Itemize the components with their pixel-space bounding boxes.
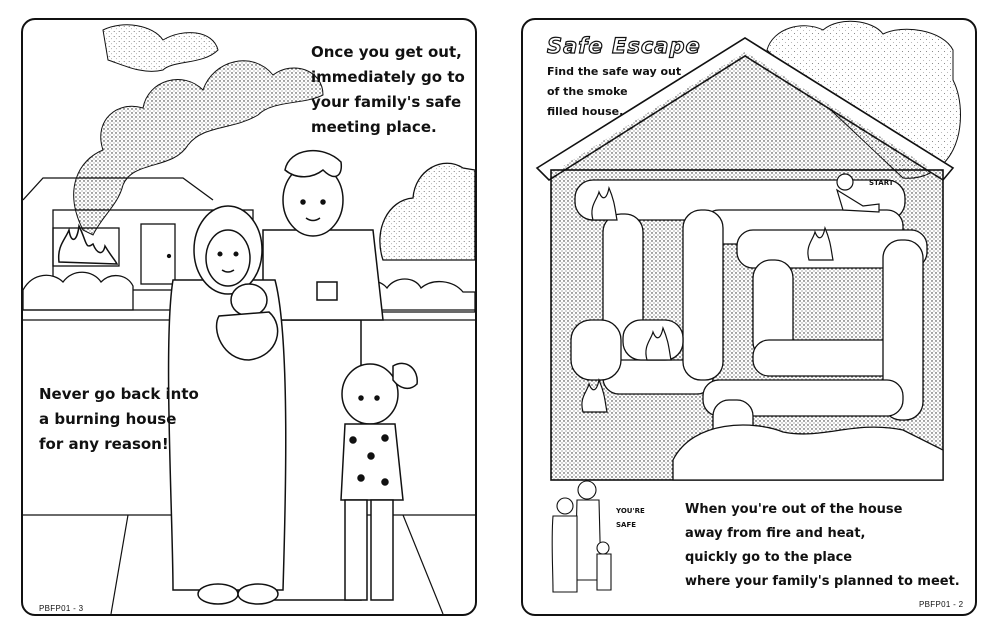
instruction-line-2: of the smoke [547, 85, 628, 98]
girl-figure [341, 363, 417, 600]
left-coloring-page [21, 18, 477, 616]
safe-place-line-1: Once you get out, [311, 43, 462, 61]
finish-label-line-1: YOU'RE [616, 507, 645, 515]
finish-label-line-2: SAFE [616, 521, 637, 529]
right-coloring-page [521, 18, 977, 616]
safe-place-message [311, 40, 465, 140]
meeting-place-message [685, 498, 960, 594]
never-go-back-line-3: for any reason! [39, 435, 169, 453]
never-go-back-message [39, 382, 199, 457]
safe-place-line-2: immediately go to [311, 68, 465, 86]
meeting-place-line-1: When you're out of the house [685, 502, 903, 517]
page-code: PBFP01 - 2 [919, 600, 964, 609]
maze-instructions [547, 62, 681, 122]
maze-finish-label [616, 504, 645, 532]
never-go-back-line-1: Never go back into [39, 385, 199, 403]
safe-place-line-3: your family's safe [311, 93, 462, 111]
safe-place-line-4: meeting place. [311, 118, 437, 136]
family-finish-icon [552, 481, 611, 592]
meeting-place-line-4: where your family's planned to meet. [685, 574, 960, 589]
meeting-place-line-3: quickly go to the place [685, 550, 853, 565]
instruction-line-3: filled house. [547, 105, 624, 118]
maze-start-label: START [869, 179, 894, 187]
page-title: Safe Escape [547, 34, 701, 58]
meeting-place-line-2: away from fire and heat, [685, 526, 866, 541]
never-go-back-line-2: a burning house [39, 410, 177, 428]
instruction-line-1: Find the safe way out [547, 65, 682, 78]
page-code: PBFP01 - 3 [39, 604, 84, 613]
